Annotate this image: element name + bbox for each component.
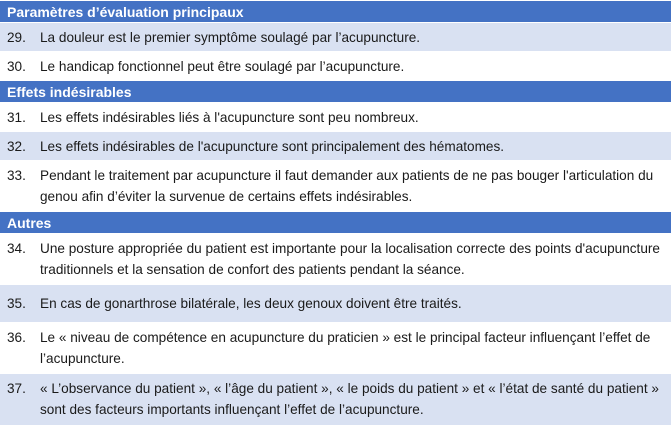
table-row (0, 52, 671, 81)
row-text: « L’observance du patient », « l’âge du patient », « le poids du patient » et « l’état de santé du patient » sont des facteurs importants influençant l’effet de l’acupuncture. (40, 381, 659, 417)
table-row (0, 23, 671, 52)
row-number: 37. (7, 381, 26, 396)
row-text: Les effets indésirables liés à l'acupuncture sont peu nombreux. (40, 109, 419, 125)
row-text: Une posture appropriée du patient est importante pour la localisation correcte des points d'acupuncture traditionnels et la sensation de confort des patients pendant la séance. (40, 241, 660, 277)
row-text: En cas de gonarthrose bilatérale, les deux genoux doivent être traités. (40, 296, 462, 311)
table-row (0, 161, 671, 212)
row-text: Le « niveau de compétence en acupuncture du praticien » est le principal facteur influençant l’effet de l’acupuncture. (40, 330, 651, 366)
row-text: Les effets indésirables de l'acupuncture sont principalement des hématomes. (40, 138, 505, 154)
row-number: 29. (7, 29, 26, 45)
table-row (0, 374, 671, 426)
row-text: La douleur est le premier symptôme soulagé par l’acupuncture. (40, 29, 421, 45)
row-text: Le handicap fonctionnel peut être soulagé par l’acupuncture. (40, 58, 405, 74)
row-number: 30. (7, 58, 26, 74)
row-text: Pendant le traitement par acupuncture il faut demander aux patients de ne pas bouger l'articulation du genou afin d’éviter la survenue de certains effets indésirables. (40, 168, 654, 204)
row-number: 34. (7, 241, 26, 256)
section-header-others: Autres (0, 212, 671, 234)
table-row (0, 132, 671, 161)
row-number: 33. (7, 168, 26, 183)
table-row (0, 234, 671, 285)
section-header-main-parameters: Paramètres d’évaluation principaux (0, 1, 671, 23)
row-number: 32. (7, 138, 26, 154)
row-number: 31. (7, 109, 26, 125)
table-row (0, 323, 671, 374)
row-number: 35. (7, 296, 26, 311)
table-row (0, 103, 671, 132)
section-header-adverse-effects: Effets indésirables (0, 81, 671, 103)
row-number: 36. (7, 330, 26, 345)
table-row (0, 285, 671, 323)
